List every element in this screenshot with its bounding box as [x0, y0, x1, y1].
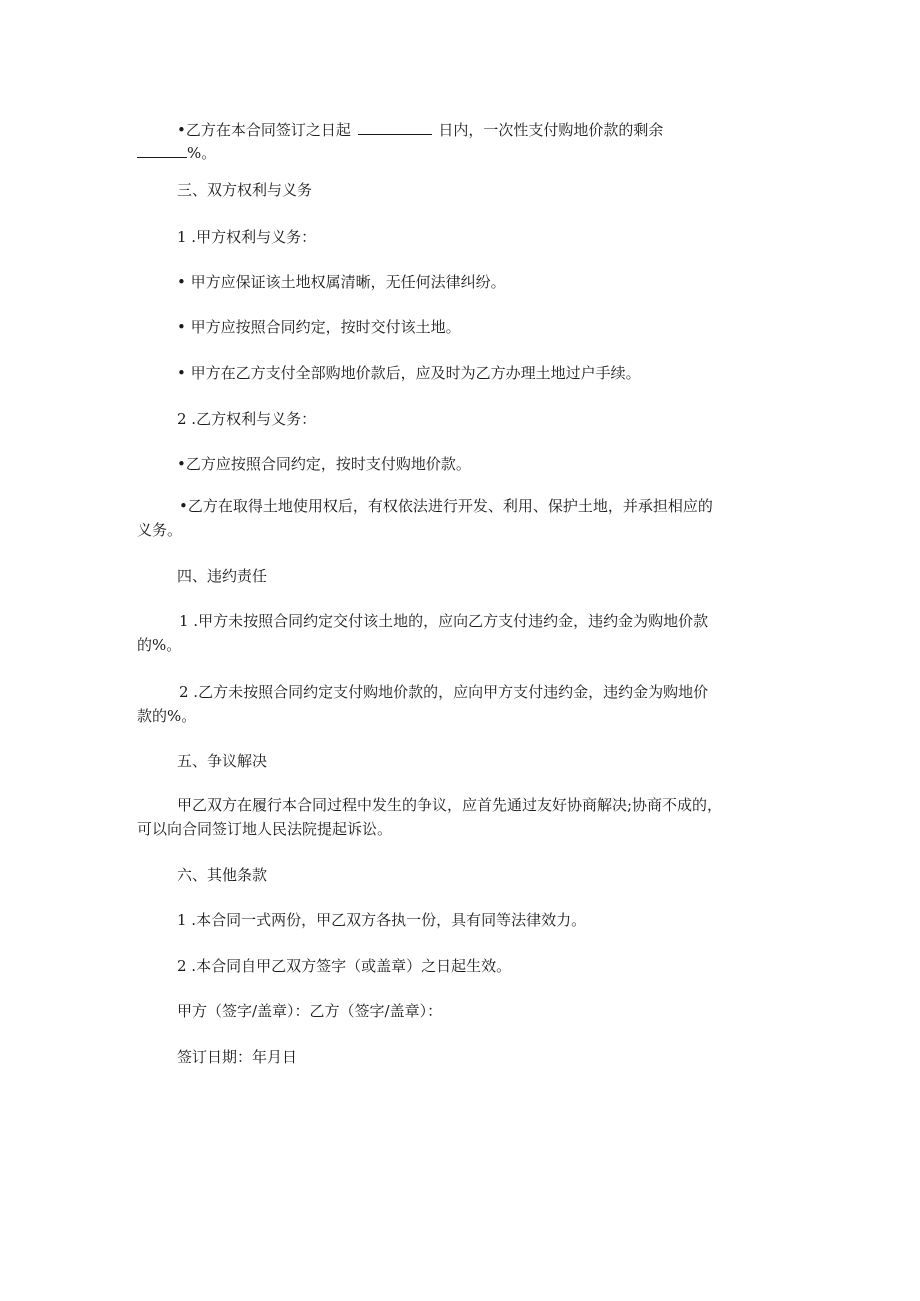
- clause-4-1-line1: 1 .甲方未按照合同约定交付该土地的，应向乙方支付违约金，违约金为购地价款: [179, 612, 709, 630]
- section-4-title: 四、违约责任: [177, 567, 268, 585]
- list-item: • 甲方应保证该土地权属清晰，无任何法律纠纷。: [177, 273, 506, 291]
- date-line: 签订日期：年月日: [177, 1048, 298, 1066]
- section-3-title: 三、双方权利与义务: [177, 181, 313, 199]
- clause-5-line2: 可以向合同签订地人民法院提起诉讼。: [137, 820, 393, 838]
- list-item-line2: 义务。: [137, 521, 183, 539]
- percent-blank: [137, 143, 187, 158]
- clause-4-1-line2: 的%。: [137, 636, 182, 654]
- list-item: • 甲方应按照合同约定，按时交付该土地。: [177, 318, 461, 336]
- section-6-title: 六、其他条款: [177, 866, 268, 884]
- clause-4-2-line2: 款的%。: [137, 707, 197, 725]
- payment-clause-line2: [137, 143, 216, 164]
- list-item: • 甲方在乙方支付全部购地价款后，应及时为乙方办理土地过户手续。: [177, 364, 641, 382]
- section-3-2-title: 2 .乙方权利与义务：: [177, 410, 317, 428]
- payment-clause-mid: 日内，一次性支付购地价款的剩余: [438, 121, 664, 139]
- list-item: •乙方应按照合同约定，按时支付购地价款。: [177, 455, 471, 473]
- section-5-title: 五、争议解决: [177, 752, 268, 770]
- payment-clause-prefix: •乙方在本合同签订之日起: [177, 121, 351, 139]
- clause-6-2: 2 .本合同自甲乙双方签字（或盖章）之日起生效。: [177, 957, 512, 975]
- payment-clause-suffix: %。: [187, 144, 217, 162]
- payment-clause-line1: [177, 120, 663, 141]
- list-item-line1: •乙方在取得土地使用权后，有权依法进行开发、利用、保护土地，并承担相应的: [179, 497, 713, 515]
- days-blank: [358, 120, 432, 135]
- section-3-1-title: 1 .甲方权利与义务：: [177, 228, 317, 246]
- clause-5-line1: 甲乙双方在履行本合同过程中发生的争议，应首先通过友好协商解决;协商不成的，: [177, 796, 723, 814]
- clause-4-2-line1: 2 .乙方未按照合同约定支付购地价款的，应向甲方支付违约金，违约金为购地价: [179, 683, 709, 701]
- clause-6-1: 1 .本合同一式两份，甲乙双方各执一份，具有同等法律效力。: [177, 911, 587, 929]
- signature-line: 甲方（签字/盖章）：乙方（签字/盖章）：: [177, 1002, 443, 1020]
